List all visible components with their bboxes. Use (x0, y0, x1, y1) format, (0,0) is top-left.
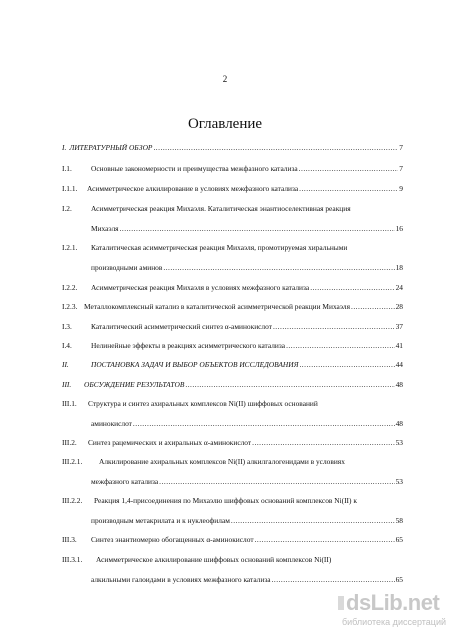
toc-entry-page: 18 (395, 263, 403, 272)
toc-entry-page: 65 (395, 575, 403, 584)
watermark (338, 590, 450, 632)
leader-dots (299, 184, 398, 193)
toc-entry-text: Синтез энантиомерно обогащенных α-аминокислот (91, 535, 254, 544)
toc-entry-text-cont: алкильными галоидами в условиях межфазного катализа (91, 575, 271, 584)
toc-entry-number: III.2.1. (62, 457, 83, 466)
toc-entry-text-cont: производными аминов (91, 263, 163, 272)
leader-dots (153, 143, 398, 152)
toc-entry-number: III.1. (62, 399, 77, 408)
toc-entry-page: 53 (395, 477, 403, 486)
leader-dots (299, 360, 394, 369)
toc-entry-number: I.4. (62, 341, 72, 350)
toc-entry-page: 58 (395, 516, 403, 525)
toc-entry-number: III.2.2. (62, 496, 83, 505)
toc-entry-text-cont: аминокислот (91, 419, 132, 428)
leader-dots (272, 575, 395, 584)
toc-entry-number: I.2.3. (62, 302, 78, 311)
leader-dots (133, 419, 395, 428)
toc-entry-text: Металлокомплексный катализ в каталитической асимметрической реакции Михаэля (84, 302, 350, 311)
leader-dots (120, 224, 395, 233)
toc-entry-number: I.2.1. (62, 243, 78, 252)
leader-dots (273, 322, 395, 331)
toc-entry-text: Синтез рацемических и ахиральных α-аминокислот (88, 438, 252, 447)
toc-entry-number: III. (62, 380, 72, 389)
toc-entry-text-cont: межфазного катализа (91, 477, 159, 486)
toc-entry-text-cont: Михаэля (91, 224, 119, 233)
toc-entry-page: 65 (395, 535, 403, 544)
toc-entry-text: ЛИТЕРАТУРНЫЙ ОБЗОР (69, 143, 153, 152)
toc-entry-number: III.2. (62, 438, 77, 447)
toc-entry-page: 7 (399, 164, 403, 173)
toc-entry-text-cont: производным метакрилата и к нуклеофилам (91, 516, 230, 525)
watermark-subtitle: библиотека диссертаций (342, 617, 447, 627)
toc-entry-number: I.2. (62, 204, 72, 213)
leader-dots (310, 283, 394, 292)
leader-dots (252, 438, 394, 447)
leader-dots (299, 164, 399, 173)
toc-entry-page: 9 (399, 184, 403, 193)
toc-entry-text: Реакция 1,4-присоединения по Михаэлю шиффовых оснований комплексов Ni(II) к (94, 496, 357, 505)
toc-entry-number: I.2.2. (62, 283, 78, 292)
toc-entry-page: 41 (395, 341, 403, 350)
toc-entry-page: 16 (395, 224, 403, 233)
toc-entry-text: Асимметрическая реакция Михаэля. Каталитическая энантиоселективная реакция (91, 204, 351, 213)
watermark-logo: dsLib.net (346, 590, 440, 615)
toc-entry-text: Асимметрическое алкилирование в условиях межфазного катализа (87, 184, 299, 193)
toc-entry-text: Асимметрическое алкилирование шиффовых оснований комплексов Ni(II) (96, 555, 332, 564)
toc-entry-text: Нелинейные эффекты в реакциях асимметрического катализа (91, 341, 286, 350)
toc-entry-text: Асимметрическая реакция Михаэля в условиях межфазного катализа (91, 283, 310, 292)
leader-dots (159, 477, 394, 486)
toc-entry-number: II. (62, 360, 69, 369)
toc-entry-number: I.3. (62, 322, 72, 331)
toc-title: Оглавление (187, 116, 263, 132)
toc-entry-page: 28 (395, 302, 403, 311)
toc-entry-page: 53 (395, 438, 403, 447)
toc-entry-page: 37 (395, 322, 403, 331)
leader-dots (185, 380, 394, 389)
toc-entry-text: Основные закономерности и преимущества межфазного катализа (91, 164, 298, 173)
page-number: 2 (222, 74, 228, 84)
toc-entry-text: ОБСУЖДЕНИЕ РЕЗУЛЬТАТОВ (84, 380, 185, 389)
toc-entry-number: III.3.1. (62, 555, 83, 564)
toc-entry-text: I. (62, 143, 67, 152)
toc-entry-text: Структура и синтез ахиральных комплексов Ni(II) шиффовых оснований (88, 399, 318, 408)
toc-entry-page: 7 (399, 143, 403, 152)
toc-entry-page: 44 (395, 360, 403, 369)
toc-entry-page: 48 (395, 419, 403, 428)
toc-entry-text: Алкилирование ахиральных комплексов Ni(II) алкилгалогенидами в условиях (99, 457, 345, 466)
toc-entry-page: 24 (395, 283, 403, 292)
toc-entry-number: I.1. (62, 164, 72, 173)
watermark-logo-mark (338, 596, 344, 610)
leader-dots (231, 516, 395, 525)
toc-entry-text: ПОСТАНОВКА ЗАДАЧ И ВЫБОР ОБЪЕКТОВ ИССЛЕДОВАНИЯ (91, 360, 299, 369)
toc-entry-number: III.3. (62, 535, 77, 544)
toc-entry-text: Каталитическая асимметрическая реакция Михаэля, промотируемая хиральными (91, 243, 348, 252)
leader-dots (255, 535, 395, 544)
toc-entry-page: 48 (395, 380, 403, 389)
leader-dots (163, 263, 394, 272)
toc-entry-number: I.1.1. (62, 184, 78, 193)
toc-entry-text: Каталитический асимметрический синтез α-аминокислот (91, 322, 272, 331)
leader-dots (286, 341, 395, 350)
leader-dots (351, 302, 395, 311)
